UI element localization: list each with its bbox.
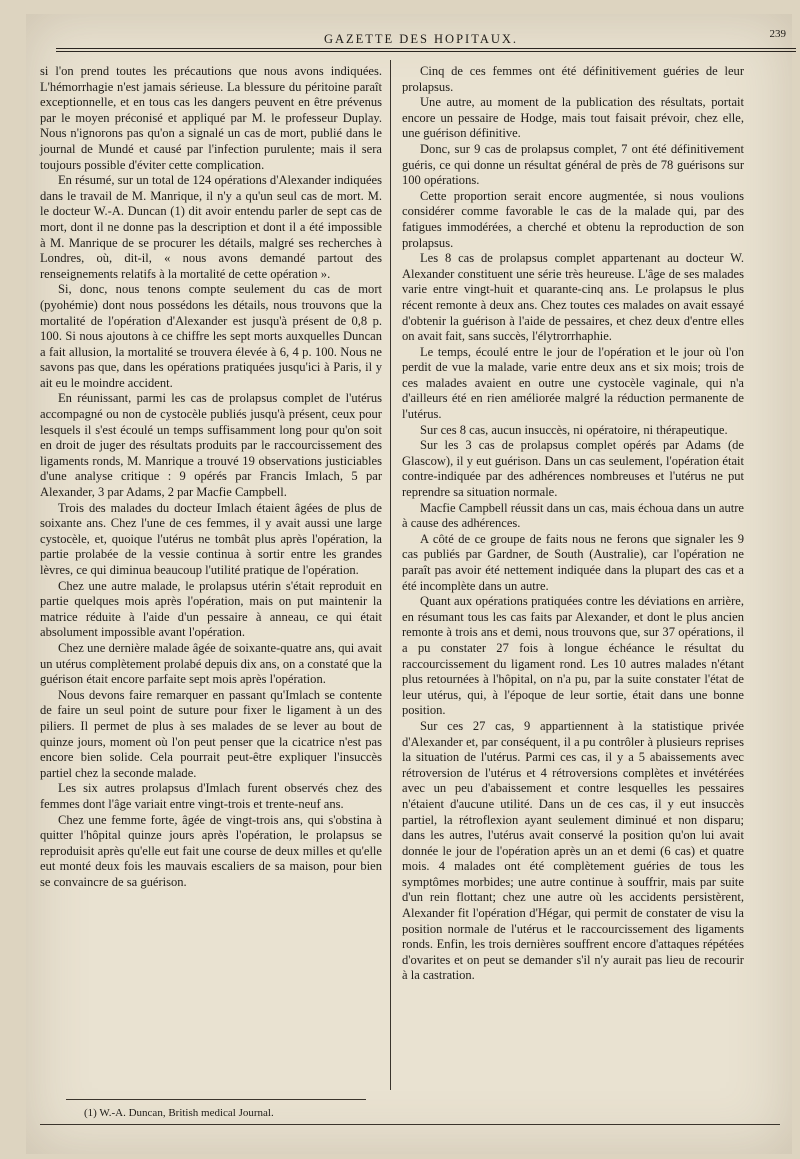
paragraph: Les six autres prolapsus d'Imlach furent observés chez des femmes dont l'âge variait entre vingt-trois et trente-neuf ans. bbox=[40, 781, 382, 811]
right-column bbox=[402, 64, 744, 984]
newspaper-page bbox=[26, 14, 792, 1154]
paragraph: Donc, sur 9 cas de prolapsus complet, 7 ont été définitivement guéris, ce qui donne un résultat général de près de 78 guérisons sur 100 opérations. bbox=[402, 141, 744, 188]
paragraph: Chez une autre malade, le prolapsus utérin s'était reproduit en partie quelques mois après l'opération, mais on put maintenir la matrice réduite à l'aide d'un pessaire à anneau, ce qui était absolument impossible avant l'opération. bbox=[40, 578, 382, 640]
page-header bbox=[56, 24, 786, 50]
paragraph: Quant aux opérations pratiquées contre les déviations en arrière, en résumant tous les cas faits par Alexander, et dont le plus ancien remonte à trois ans et demi, nous trouvons que, sur 37 opérations, il a pu constater 27 fois à longue échéance le résultat du raccourcissement du ligament rond. Les 10 autres malades n'étant plus retournées à l'hôpital, on n'a pu, par la suite constater l'état de leur utérus, qui, à l'époque de leur sortie, était dans une bonne position. bbox=[402, 594, 744, 718]
bottom-rule bbox=[40, 1124, 780, 1125]
paragraph: Chez une femme forte, âgée de vingt-trois ans, qui s'obstina à quitter l'hôpital quinze jours après l'opération, le prolapsus se reproduisit après qu'elle eut fait une course de deux milles et qu'elle eut monté deux fois les mauvais escaliers de sa maison, pour bien se convaincre de sa guérison. bbox=[40, 812, 382, 889]
paragraph: Sur ces 27 cas, 9 appartiennent à la statistique privée d'Alexander et, par conséquent, il a pu contrôler à plusieurs reprises la situation de l'utérus. Parmi ces cas, il y a 5 abaissements avec rétroversion de l'utérus et 4 rétroversions complètes et invétérées avec un peu d'abaissement et contre lesquelles les pessaires n'étaient d'aucune utilité. Dans un de ces cas, il y eut insuccès partiel, la rétroflexion ayant seulement diminué et non disparu; dans les autres, l'utérus avait conservé la position qu'on lui avait donnée le jour de l'opération après un an et demi (6 cas) et quatre mois. 4 malades ont été complètement guéries de tous les symptômes morbides; une autre continue à souffrir, mais par suite d'un rein flottant; chez une autre où les accidents persistèrent, Alexander fit l'opération d'Hégar, qui permit de constater de visu la position normale de l'utérus et le raccourcissement des ligaments ronds. Enfin, les trois dernières souffrent encore d'attaques répétées d'ovarites et on peut se demander s'il n'y aurait pas lieu de recourir à la castration. bbox=[402, 718, 744, 983]
paragraph: En résumé, sur un total de 124 opérations d'Alexander indiquées dans le travail de M. Manrique, il n'y a qu'un seul cas de mort. M. le docteur W.-A. Duncan (1) dit avoir entendu parler de sept cas de mort, dont il ne donne pas la description et dont il a été impossible à M. Manrique de se procurer les détails, malgré ses recherches à Londres, où, dit-il, « nous avons demandé partout des renseignements relatifs à la mortalité de cette opération ». bbox=[40, 173, 382, 281]
paragraph: Cinq de ces femmes ont été définitivement guéries de leur prolapsus. bbox=[402, 64, 744, 94]
paragraph: Nous devons faire remarquer en passant qu'Imlach se contente de faire un seul point de suture pour fixer le ligament à un des piliers. Il permet de plus à ses malades de se lever au bout de quinze jours, moment où l'on peut penser que la cicatrice n'est pas encore bien solide. Cela pourrait peut-être expliquer l'insuccès partiel chez la seconde malade. bbox=[40, 687, 382, 780]
paragraph: Trois des malades du docteur Imlach étaient âgées de plus de soixante ans. Chez l'une de ces femmes, il y avait aussi une large cystocèle, et, quoique l'utérus ne tombât plus après l'opération, la partie prolabée de la vessie continua à sortir entre les grandes lèvres, ce qui diminua beaucoup l'utilité pratique de l'opération. bbox=[40, 500, 382, 577]
paragraph: Sur ces 8 cas, aucun insuccès, ni opératoire, ni thérapeutique. bbox=[420, 422, 728, 437]
paragraph: A côté de ce groupe de faits nous ne ferons que signaler les 9 cas publiés par Gardner, de South (Australie), car l'opération ne paraît pas avoir été nettement indiquée dans la plupart des cas et a été incomplète dans un autre. bbox=[402, 531, 744, 593]
paragraph: Les 8 cas de prolapsus complet appartenant au docteur W. Alexander constituent une série très heureuse. L'âge de ses malades varie entre vingt-huit et quarante-cinq ans. Le prolapsus le plus récent remonte à deux ans. Chez toutes ces malades on avait essayé d'obtenir la guérison à l'aide de pessaires, et chez deux d'entre elles on avait fait, sans succès, l'élytrorrhaphie. bbox=[402, 251, 744, 344]
page-number: 239 bbox=[769, 28, 786, 40]
paragraph: si l'on prend toutes les précautions que nous avons indiquées. L'hémorrhagie n'est jamais sérieuse. La blessure du péritoine paraît exceptionnelle, et en tous cas les dangers peuvent en être prévenus par le moyen préconisé et appliqué par M. le professeur Duplay. Nous n'ignorons pas qu'on a signalé un cas de mort, publié dans le journal de Mundé et causé par l'infection purulente; mais il sera toujours possible d'éviter cette complication. bbox=[40, 64, 382, 172]
paragraph: Le temps, écoulé entre le jour de l'opération et le jour où l'on perdit de vue la malade, varie entre deux ans et six mois; trois de ces malades avaient en outre une cystocèle vaginale, qui n'a d'ailleurs été en rien améliorée malgré la réduction permanente de l'utérus. bbox=[402, 344, 744, 422]
paragraph: Si, donc, nous tenons compte seulement du cas de mort (pyohémie) dont nous possédons les détails, nous trouvons que la mortalité de l'opération d'Alexander est jusqu'à présent de 0,8 p. 100. Si nous ajoutons à ce chiffre les sept morts auxquelles Duncan a fait allusion, la mortalité se trouvera élevée à 6, 4 p. 100. Nous ne savons pas que, dans les opérations pratiquées jusqu'ici à Paris, il y ait eu le moindre accident. bbox=[40, 282, 382, 390]
header-rule bbox=[56, 48, 796, 49]
left-column bbox=[40, 64, 382, 890]
column-divider bbox=[390, 60, 391, 1090]
footnote: (1) W.-A. Duncan, British medical Journal. bbox=[84, 1107, 274, 1119]
running-title: GAZETTE DES HOPITAUX. bbox=[323, 32, 519, 46]
footnote-rule bbox=[66, 1099, 366, 1100]
paragraph: Cette proportion serait encore augmentée, si nous voulions considérer comme favorable le cas de la malade qui, par des fatigues immodérées, a cherché et obtenu la reproduction de son prolapsus. bbox=[402, 188, 744, 250]
paragraph: Sur les 3 cas de prolapsus complet opérés par Adams (de Glascow), il y eut guérison. Dans un cas seulement, l'opération était contre-indiquée par des adhérences nombreuses et l'utérus ne put reprendre sa situation normale. bbox=[402, 438, 744, 500]
header-rule-double bbox=[56, 51, 796, 52]
paragraph: Chez une dernière malade âgée de soixante-quatre ans, qui avait un utérus complètement prolabé depuis dix ans, on a constaté que la guérison était encore parfaite sept mois après l'opération. bbox=[40, 640, 382, 687]
paragraph: Macfie Campbell réussit dans un cas, mais échoua dans un autre à cause des adhérences. bbox=[402, 500, 744, 531]
paragraph: Une autre, au moment de la publication des résultats, portait encore un pessaire de Hodge, mais tout faisait prévoir, chez elle, une guérison définitive. bbox=[402, 95, 744, 141]
paragraph: En réunissant, parmi les cas de prolapsus complet de l'utérus accompagné ou non de cystocèle publiés jusqu'à présent, ceux pour lesquels il s'est écoulé un temps suffisamment long pour qu'on soit en droit de juger des résultats produits par le raccourcissement des ligaments ronds, M. Manrique a trouvé 19 observations justiciables d'une analyse critique : 9 opérés par Francis Imlach, 5 par Alexander, 3 par Adams, 2 par Macfie Campbell. bbox=[40, 391, 382, 500]
